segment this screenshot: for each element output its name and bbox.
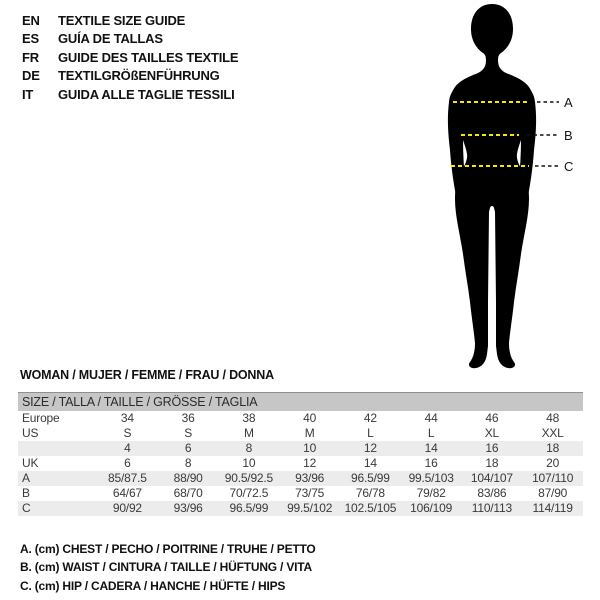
- size-cell: 40: [303, 410, 317, 425]
- size-cell: 90.5/92.5: [224, 470, 273, 485]
- size-cell: L: [367, 425, 374, 440]
- table-row: [18, 501, 583, 516]
- size-cell: 4: [124, 440, 131, 455]
- silhouette-body: [452, 60, 532, 368]
- size-row-label: UK: [22, 455, 39, 470]
- size-cell: 20: [546, 455, 560, 470]
- size-row-label: B: [22, 485, 30, 500]
- size-cell: 114/119: [532, 500, 573, 515]
- size-cell: 93/96: [173, 500, 203, 515]
- size-cell: 83/86: [477, 485, 507, 500]
- language-code: EN: [22, 13, 40, 28]
- legend-row: B. (cm) WAIST / CINTURA / TAILLE / HÜFTUNG / VITA: [20, 560, 312, 575]
- language-row: [22, 67, 238, 85]
- size-cell: 70/72.5: [229, 485, 269, 500]
- size-table-container: [18, 392, 583, 516]
- language-label: GUIDE DES TAILLES TEXTILE: [58, 49, 239, 65]
- silhouette-head: [471, 4, 513, 62]
- size-cell: 76/78: [355, 485, 385, 500]
- size-cell: 64/67: [112, 485, 142, 500]
- language-row: [22, 30, 238, 48]
- size-cell: 93/96: [295, 470, 325, 485]
- size-cell: 18: [485, 455, 499, 470]
- size-cell: M: [243, 425, 254, 440]
- language-code: FR: [22, 49, 39, 65]
- language-label: TEXTILE SIZE GUIDE: [58, 13, 186, 28]
- table-row: [18, 471, 583, 486]
- size-cell: 42: [363, 410, 377, 425]
- measurement-legend: [20, 540, 316, 595]
- language-row: [22, 49, 238, 67]
- legend-row: A. (cm) CHEST / PECHO / POITRINE / TRUHE / PETTO: [20, 542, 316, 556]
- table-header-label: SIZE / TALLA / TAILLE / GRÖSSE / TAGLIA: [18, 393, 583, 411]
- language-label: GUÍA DE TALLAS: [58, 31, 163, 47]
- size-cell: 90/92: [112, 500, 142, 515]
- table-row: [18, 486, 583, 501]
- language-list: [22, 12, 238, 104]
- size-cell: 6: [124, 455, 131, 470]
- size-cell: 107/110: [532, 470, 574, 485]
- size-row-label: US: [22, 425, 39, 440]
- size-cell: 104/107: [470, 470, 513, 485]
- size-row-label: [18, 441, 97, 456]
- size-row-label: Europe: [22, 410, 60, 425]
- size-cell: 110/113: [471, 500, 512, 515]
- marker-letter-a: A: [564, 95, 573, 110]
- size-cell: 14: [363, 455, 377, 470]
- size-cell: XXL: [541, 425, 564, 440]
- size-cell: S: [123, 425, 132, 440]
- size-cell: 8: [245, 440, 253, 455]
- language-label: GUIDA ALLE TAGLIE TESSILI: [58, 86, 235, 102]
- language-code: IT: [22, 86, 34, 102]
- language-code: ES: [22, 31, 39, 47]
- size-cell: 68/70: [173, 485, 203, 500]
- size-cell: 12: [303, 455, 317, 470]
- size-cell: 34: [120, 410, 134, 425]
- size-cell: 10: [242, 455, 256, 470]
- size-table: [18, 392, 583, 516]
- size-cell: 18: [546, 440, 560, 455]
- size-cell: M: [304, 425, 315, 440]
- size-cell: 8: [184, 455, 192, 470]
- marker-letter-c: C: [564, 159, 574, 174]
- size-cell: 48: [546, 410, 560, 425]
- table-row: [18, 441, 583, 456]
- marker-letter-b: B: [564, 128, 573, 143]
- size-cell: 36: [181, 410, 195, 425]
- size-cell: 16: [485, 440, 499, 455]
- size-table-body: [18, 411, 583, 516]
- size-cell: S: [184, 425, 193, 440]
- size-cell: 88/90: [173, 470, 203, 485]
- size-cell: 99.5/103: [408, 470, 454, 485]
- legend-row: C. (cm) HIP / CADERA / HANCHE / HÜFTE / HIPS: [20, 578, 286, 593]
- size-cell: 46: [485, 410, 499, 425]
- size-cell: 85/87.5: [108, 470, 147, 485]
- size-cell: 87/90: [538, 485, 568, 500]
- size-cell: 38: [242, 410, 256, 425]
- table-header-row: [18, 393, 583, 411]
- size-row-label: C: [22, 500, 31, 515]
- woman-silhouette-figure: [425, 2, 585, 370]
- size-row-label: A: [22, 470, 30, 485]
- size-cell: L: [427, 425, 435, 440]
- size-cell: 16: [424, 455, 438, 470]
- size-cell: 6: [184, 440, 192, 455]
- size-cell: 102.5/105: [344, 500, 397, 515]
- size-cell: 44: [424, 410, 438, 425]
- table-row: [18, 411, 583, 426]
- size-cell: 73/75: [295, 485, 325, 500]
- size-cell: 10: [303, 440, 317, 455]
- size-cell: 96.5/99: [351, 470, 390, 485]
- language-row: [22, 86, 238, 104]
- table-row: [18, 426, 583, 441]
- language-label: TEXTILGRÖßENFÜHRUNG: [58, 68, 220, 84]
- table-row: [18, 456, 583, 471]
- language-row: [22, 12, 238, 30]
- size-cell: 99.5/102: [287, 500, 333, 515]
- size-cell: 96.5/99: [229, 500, 269, 515]
- size-cell: 106/109: [410, 500, 453, 515]
- size-cell: XL: [484, 425, 500, 440]
- section-title: WOMAN / MUJER / FEMME / FRAU / DONNA: [20, 368, 274, 382]
- size-cell: 79/82: [416, 485, 446, 500]
- size-cell: 14: [424, 440, 438, 455]
- size-cell: 12: [363, 440, 377, 455]
- language-code: DE: [22, 68, 40, 84]
